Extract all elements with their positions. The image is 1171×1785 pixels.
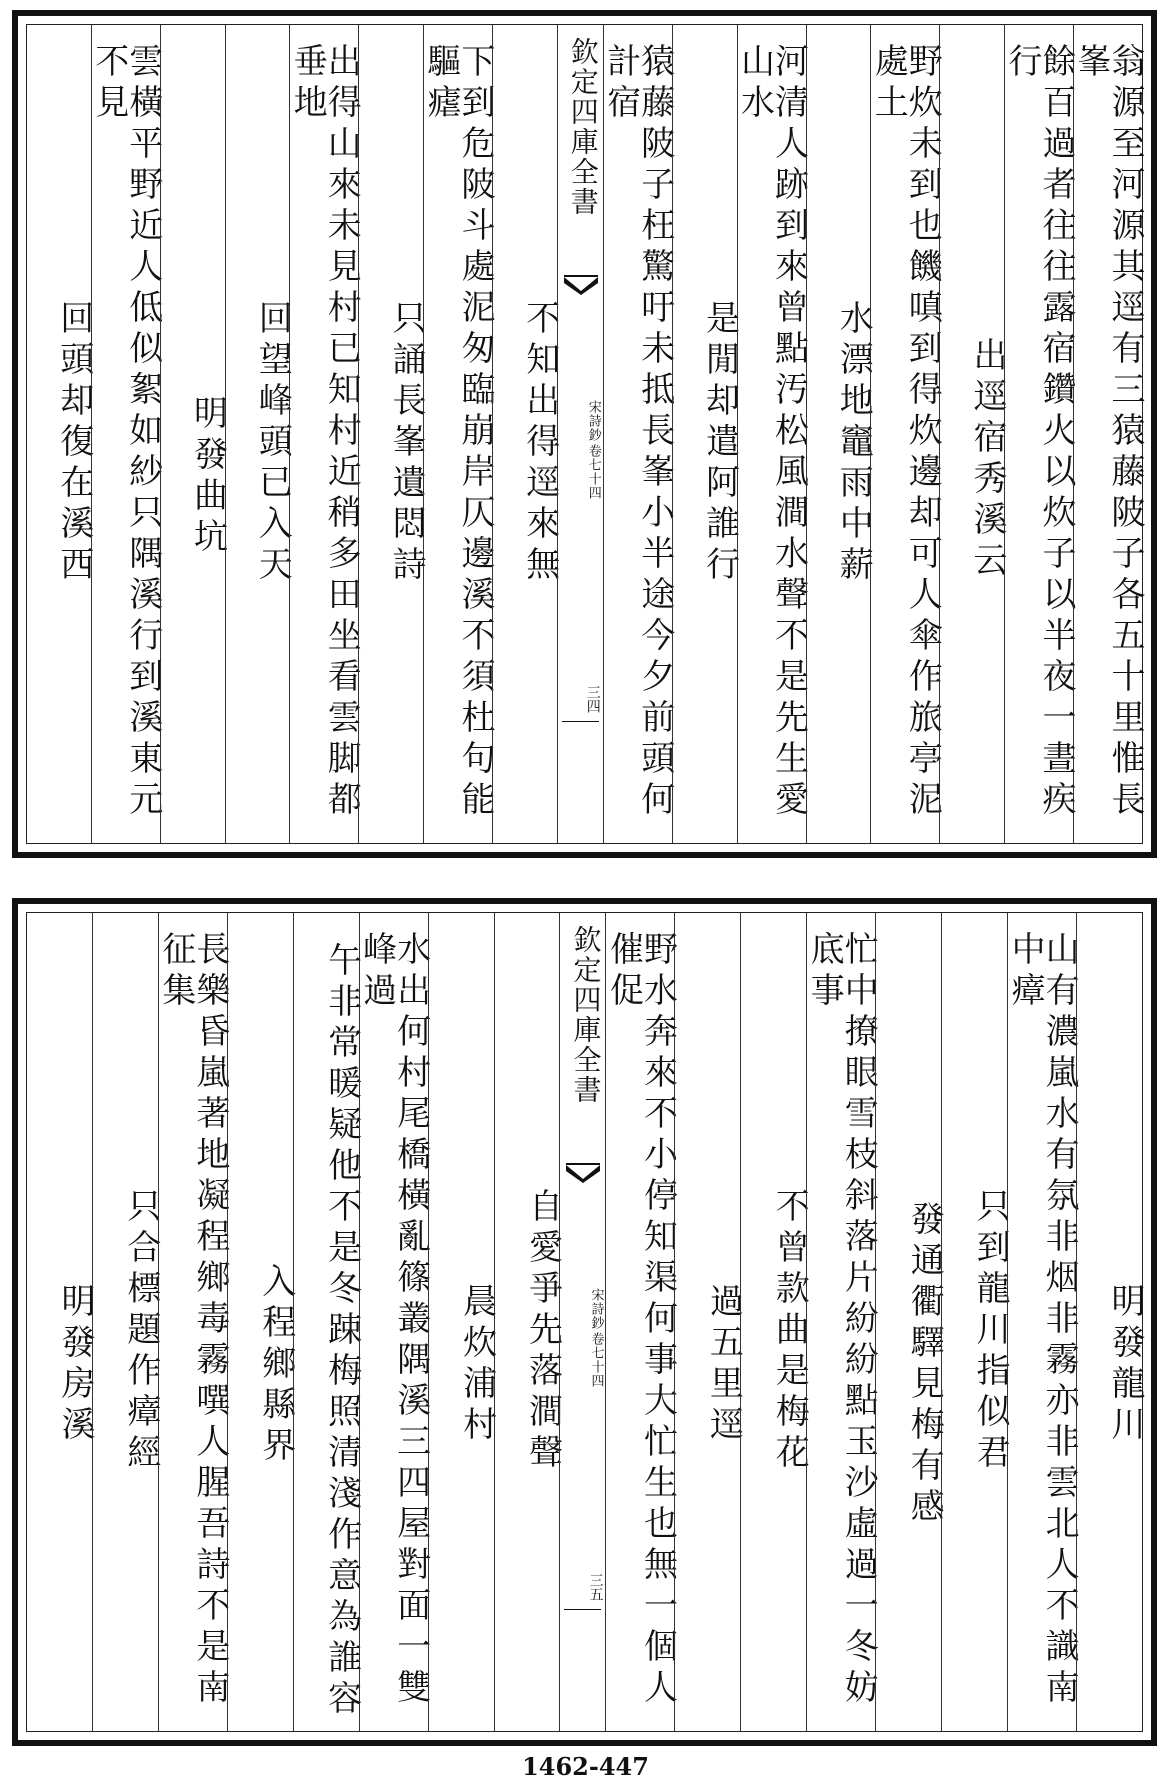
text-column: 不曾款曲是梅花 bbox=[740, 913, 806, 1731]
banner-subtitle: 宋詩鈔 卷七十四 bbox=[588, 1288, 604, 1388]
page-number: 三四 bbox=[584, 685, 601, 713]
text-column: 明發龍川 bbox=[1076, 913, 1142, 1731]
top-columns bbox=[26, 24, 1143, 844]
top-page bbox=[12, 10, 1157, 858]
page-number: 三五 bbox=[587, 1573, 604, 1601]
text-column: 不知出得逕來無 bbox=[492, 25, 557, 843]
bottom-columns bbox=[26, 912, 1143, 1732]
text-column: 雲橫平野近人低似絮如紗只隅溪行到溪東元不見 bbox=[91, 25, 160, 843]
text-column: 過五里逕 bbox=[674, 913, 740, 1731]
banner-rule bbox=[564, 1609, 601, 1610]
text-column: 猿藤陂子枉驚吁未抵長峯小半途今夕前頭何計宿 bbox=[603, 25, 672, 843]
text-column: 野水奔來不小停知渠何事大忙生也無一個人催促 bbox=[605, 913, 674, 1731]
banner-rule bbox=[562, 721, 599, 722]
fishtail-mark-icon bbox=[566, 1163, 600, 1185]
banner-title: 欽定四庫全書 bbox=[566, 37, 600, 217]
fold-banner bbox=[559, 913, 605, 1731]
fold-banner bbox=[557, 25, 603, 843]
text-column: 水漂地竈雨中薪 bbox=[806, 25, 871, 843]
page-footer-number: 1462-447 bbox=[522, 1752, 649, 1781]
fishtail-mark-icon bbox=[564, 275, 598, 297]
text-column: 只合標題作瘴經 bbox=[92, 913, 158, 1731]
text-column: 回望峰頭已入天 bbox=[225, 25, 290, 843]
text-column: 只到龍川指似君 bbox=[941, 913, 1007, 1731]
text-column: 忙中撩眼雪枝斜落片紛紛點玉沙虛過一冬妨底事 bbox=[806, 913, 875, 1731]
text-column: 入程鄉縣界 bbox=[227, 913, 293, 1731]
text-column: 自愛爭先落澗聲 bbox=[494, 913, 560, 1731]
text-column: 河清人跡到來曾點汚松風澗水聲不是先生愛山水 bbox=[737, 25, 806, 843]
text-column: 餘百過者往往露宿鑽火以炊子以半夜一晝疾行 bbox=[1004, 25, 1073, 843]
text-column: 午非常暖疑他不是冬踈梅照清淺作意為誰容 bbox=[293, 913, 359, 1731]
text-column: 回頭却復在溪西 bbox=[53, 299, 94, 587]
text-column: 山有濃嵐水有氛非烟非霧亦非雲北人不識南中瘴 bbox=[1007, 913, 1076, 1731]
text-column: 是閒却遣阿誰行 bbox=[672, 25, 737, 843]
text-column: 下到危陂斗處泥匆臨崩岸仄邊溪不須杜句能驅瘧 bbox=[423, 25, 492, 843]
text-column: 野炊未到也饑嗔到得炊邊却可人傘作旅亭泥處土 bbox=[870, 25, 939, 843]
text-column: 晨炊浦村 bbox=[428, 913, 494, 1731]
text-column: 出得山來未見村已知村近稍多田坐看雲脚都垂地 bbox=[289, 25, 358, 843]
banner-subtitle: 宋詩鈔 卷七十四 bbox=[585, 400, 601, 500]
text-column: 出逕宿秀溪云 bbox=[939, 25, 1004, 843]
banner-title: 欽定四庫全書 bbox=[569, 925, 603, 1105]
bottom-page bbox=[12, 898, 1157, 1746]
text-column: 只誦長峯遺悶詩 bbox=[358, 25, 423, 843]
text-column: 翁源至河源其逕有三猿藤陂子各五十里惟長峯 bbox=[1073, 25, 1142, 843]
text-column: 明發曲坑 bbox=[160, 25, 225, 843]
text-column: 長樂昏嵐著地凝程鄉毒霧噀人腥吾詩不是南征集 bbox=[158, 913, 227, 1731]
text-column: 水出何村尾橋橫亂篠叢隅溪三四屋對面一雙峰過 bbox=[359, 913, 428, 1731]
text-column: 發通衢驛見梅有感 bbox=[875, 913, 941, 1731]
text-column: 明發房溪 bbox=[54, 1283, 95, 1447]
